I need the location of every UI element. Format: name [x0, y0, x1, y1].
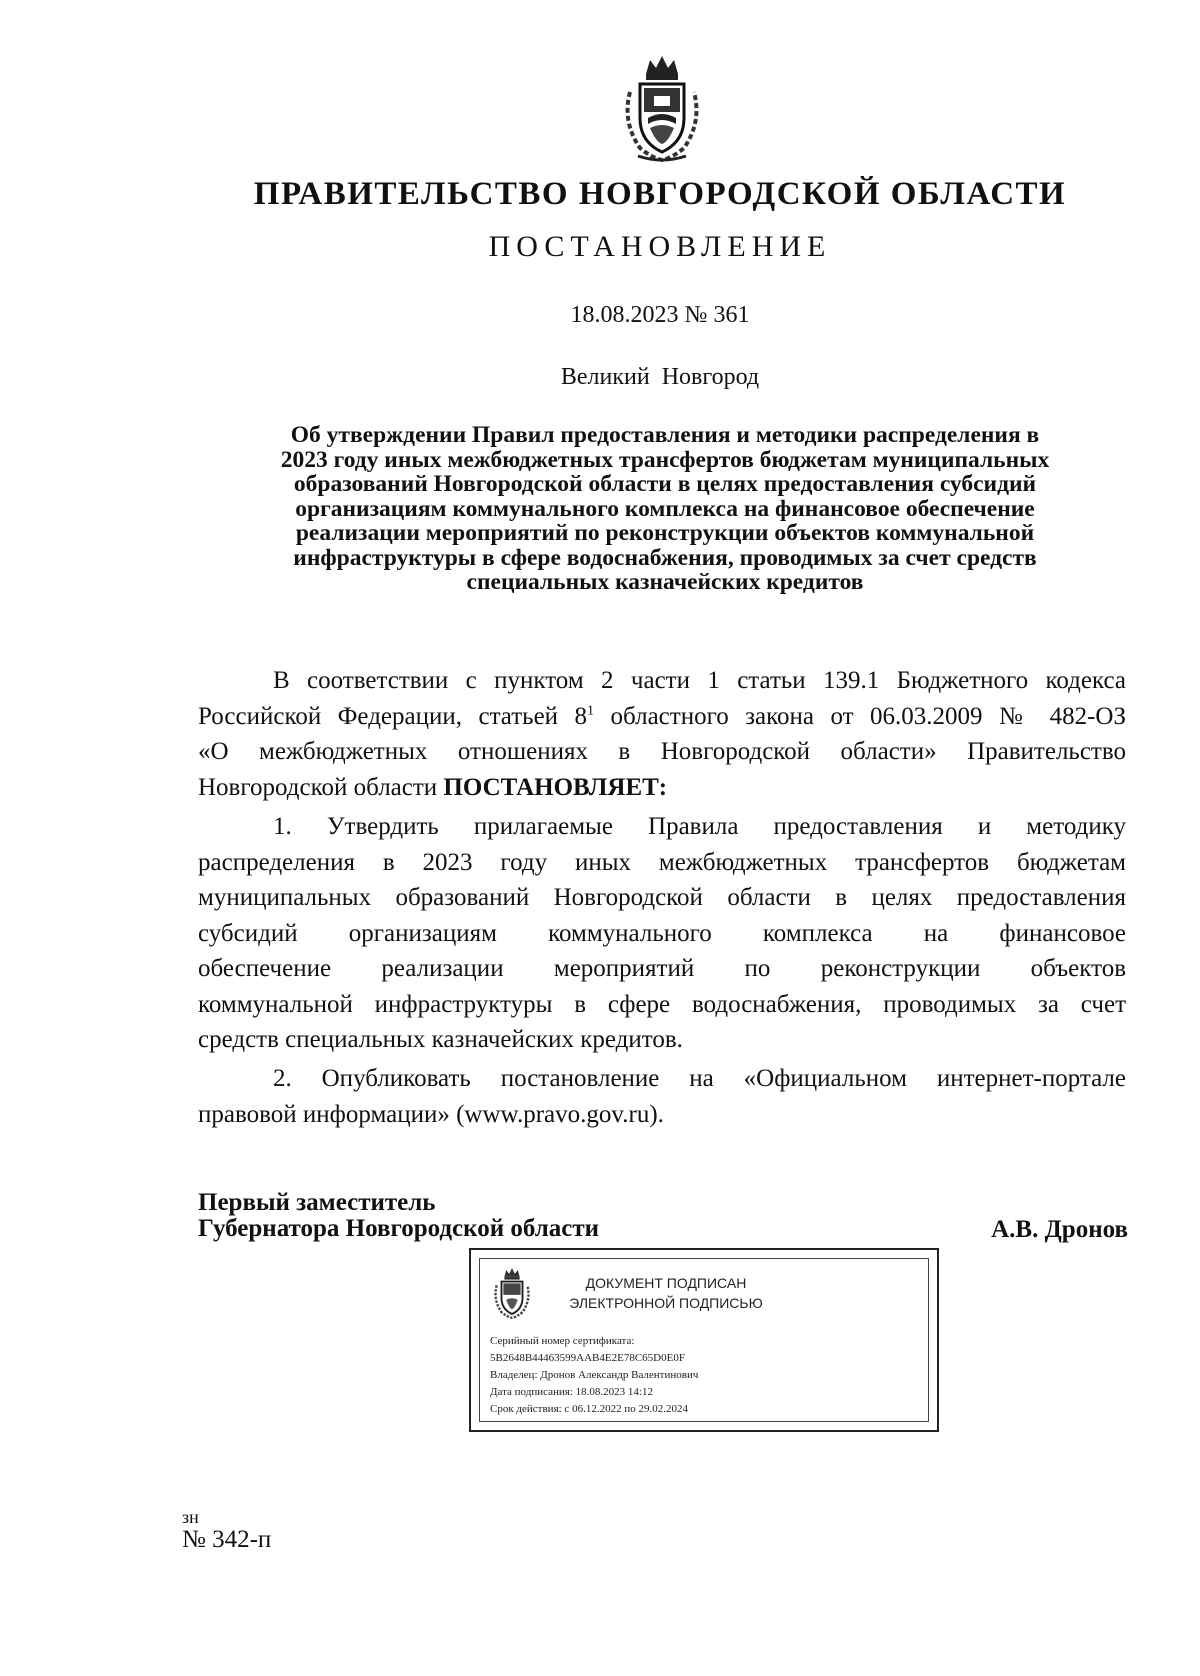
validity-period: Срок действия: с 06.12.2022 по 29.02.2024: [490, 1403, 688, 1415]
item-1-paragraph: [198, 809, 1126, 1058]
subject-line: Об утверждении Правил предоставления и методики распределения в: [290, 422, 1040, 448]
signatory-position-line: Первый заместитель: [198, 1189, 436, 1216]
item-1-line: распределения в 2023 году иных межбюджетных трансфертов бюджетам: [198, 848, 1126, 876]
preamble-text: Новгородской области: [198, 773, 444, 801]
subject-line: организациям коммунального комплекса на финансовое обеспечение: [295, 495, 1035, 522]
stamp-heading-line: ДОКУМЕНТ ПОДПИСАН: [585, 1275, 747, 1291]
organization-title: ПРАВИТЕЛЬСТВО НОВГОРОДСКОЙ ОБЛАСТИ: [253, 176, 1067, 212]
preamble-line: В соответствии с пунктом 2 части 1 статьи 139.1 Бюджетного кодекса: [273, 667, 1126, 694]
subject-line: 2023 году иных межбюджетных трансфертов бюджетам муниципальных: [280, 446, 1050, 473]
stamp-heading-line: ЭЛЕКТРОННОЙ ПОДПИСЬЮ: [569, 1295, 763, 1311]
preamble-line: «О межбюджетных отношениях в Новгородской области» Правительство: [198, 738, 1126, 765]
preamble-text: Российской Федерации, статьей 8: [198, 702, 588, 730]
item-1-line: коммунальной инфраструктуры в сфере водоснабжения, проводимых за счет: [198, 990, 1126, 1018]
stamp-inner-frame: [479, 1258, 929, 1422]
certificate-owner: Владелец: Дронов Александр Валентинович: [490, 1369, 699, 1381]
certificate-label: Серийный номер сертификата:: [490, 1335, 635, 1347]
footer-code: зн: [182, 1507, 199, 1527]
preamble-text: областного закона от 06.03.2009 № 482-ОЗ: [594, 702, 1126, 730]
stamp-details: [490, 1333, 698, 1418]
signatory-position: [198, 1190, 599, 1242]
item-1-line: обеспечение реализации мероприятий по реконструкции объектов: [198, 955, 1126, 982]
item-1-line: муниципальных образований Новгородской области в целях предоставления: [198, 884, 1126, 911]
subject-line: образований Новгородской области в целях предоставления субсидий: [293, 471, 1037, 497]
preamble-line: [198, 699, 1126, 735]
item-2-paragraph: [198, 1061, 1126, 1132]
certificate-number: 5B2648B44463599AAB4E2E78C65D0E0F: [490, 1352, 685, 1364]
resolves-keyword: ПОСТАНОВЛЯЕТ:: [443, 773, 668, 801]
coat-of-arms-icon: [490, 1265, 534, 1321]
electronic-signature-stamp: [469, 1248, 939, 1432]
signatory-name: А.В. Дронов: [991, 1216, 1128, 1243]
subject-line: инфраструктуры в сфере водоснабжения, проводимых за счет средств: [293, 544, 1037, 571]
preamble-line: [198, 770, 1126, 806]
item-1-line: 1. Утвердить прилагаемые Правила предоставления и методику: [273, 813, 1126, 840]
footer-number: № 342-п: [182, 1526, 272, 1553]
subject-line: специальных казначейских кредитов: [466, 569, 864, 595]
item-2-line: правовой информации» (www.pravo.gov.ru).: [198, 1100, 664, 1128]
coat-of-arms-icon: [616, 52, 708, 164]
date-and-number: 18.08.2023 № 361: [570, 302, 750, 328]
stamp-heading: [556, 1273, 776, 1313]
item-2-line: 2. Опубликовать постановление на «Официальном интернет-портале: [273, 1065, 1126, 1092]
document-subject: [210, 423, 1120, 595]
signing-date: Дата подписания: 18.08.2023 14:12: [490, 1386, 653, 1398]
signatory-position-line: Губернатора Новгородской области: [198, 1215, 600, 1242]
city: Великий Новгород: [560, 364, 760, 390]
item-1-line: средств специальных казначейских кредитов.: [198, 1026, 683, 1053]
superscript: 1: [587, 703, 595, 719]
subject-line: реализации мероприятий по реконструкции объектов коммунальной: [295, 520, 1035, 546]
preamble-paragraph: [198, 663, 1126, 805]
document-type: ПОСТАНОВЛЕНИЕ: [488, 230, 832, 263]
item-1-line: субсидий организациям коммунального комплекса на финансовое: [198, 919, 1126, 947]
